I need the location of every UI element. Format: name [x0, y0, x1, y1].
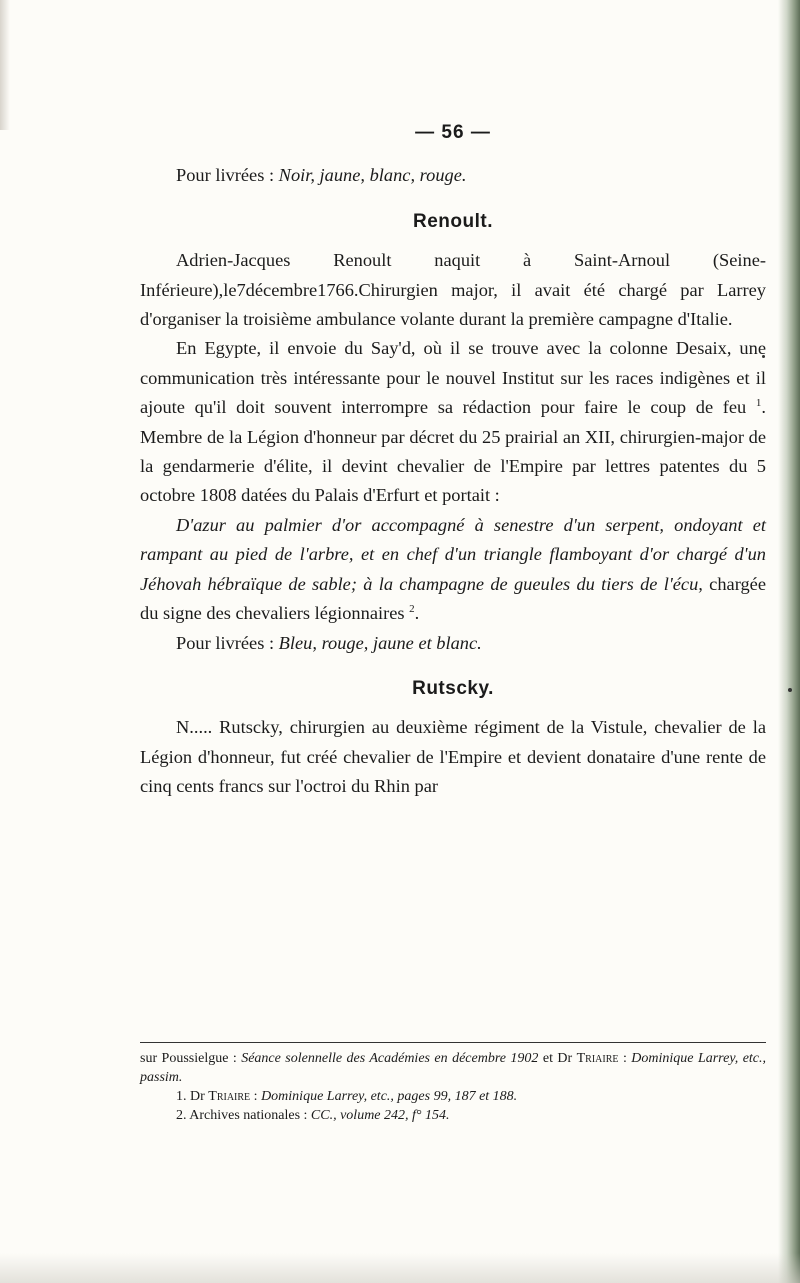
renoult-paragraph-2-text-cont: . Membre de la Légion d'honneur par décret du 25 prairial an XII, chirurgien-major de la gendarmerie d'élite, il devint chevalier de l'Empire par lettres patentes du 5 octobre 1808 datées du Palais d'Erfurt et portait : — [140, 397, 766, 506]
renoult-paragraph-2-text: En Egypte, il envoie du Say'd, où il se trouve avec la colonne Desaix, une communication très intéressante pour le nouvel Institut sur les races indigènes et il ajoute qu'il doit souvent interrompre sa rédaction pour faire le coup de feu — [140, 338, 766, 418]
page-edge-shadow-bottom — [0, 1253, 800, 1283]
blazon-end: . — [414, 603, 420, 624]
footnote-title: Séance solennelle des Académies en décembre 1902 — [241, 1051, 539, 1066]
livrees-colors: Noir, jaune, blanc, rouge. — [278, 165, 467, 186]
margin-mark — [788, 688, 792, 692]
blazon-text-roman: chargée du signe des chevaliers légionnaires — [140, 573, 767, 624]
footnote-marker: 2. — [176, 1108, 187, 1123]
footnote-ref-1: 1 — [755, 397, 762, 410]
footnote-text: et Dr — [538, 1051, 577, 1066]
footnote-text: Dr — [186, 1089, 209, 1104]
footnote-author: Triaire — [576, 1051, 619, 1066]
renoult-paragraph-2 — [140, 334, 766, 510]
footnote-text: : — [618, 1051, 632, 1066]
page-edge-shadow-left — [0, 0, 10, 130]
page-number: — 56 — — [415, 122, 491, 143]
renoult-blazon — [140, 511, 766, 629]
footnote-marker: 1. — [176, 1089, 187, 1104]
livrees-prefix: Pour livrées : — [176, 165, 279, 186]
page-edge-shadow-right — [778, 0, 800, 1283]
footnote-text: sur Poussielgue : — [140, 1051, 242, 1066]
footnote-continuation — [140, 1049, 766, 1087]
footnote-author: Triaire — [208, 1089, 251, 1104]
livrees-colors: Bleu, rouge, jaune et blanc. — [278, 632, 482, 653]
footnote-text: Archives nationales : — [186, 1108, 311, 1123]
footnote-2 — [140, 1106, 766, 1125]
footnote-text: : — [250, 1089, 262, 1104]
renoult-livrees — [140, 629, 766, 658]
livrees-line-top — [140, 161, 766, 190]
footnote-title: Dominique Larrey, etc., passim. — [140, 1051, 767, 1085]
footnote-title: Dominique Larrey, etc., pages 99, 187 et 188. — [261, 1089, 518, 1104]
livrees-prefix: Pour livrées : — [176, 632, 279, 653]
page-body — [140, 118, 766, 802]
blazon-text: D'azur au palmier d'or accompagné à senestre d'un serpent, ondoyant et rampant au pied de l'arbre, et en chef d'un triangle flamboyant d'or chargé d'un Jéhovah hébraïque de sable; à la champagne de gueules du tiers de l'écu, — [140, 514, 766, 594]
footnote-title: CC., volume 242, f° 154. — [310, 1108, 450, 1123]
section-title-renoult: Renoult. — [413, 210, 493, 232]
section-title-rutscky: Rutscky. — [412, 677, 494, 699]
rutscky-paragraph-1: N..... Rutscky, chirurgien au deuxième régiment de la Vistule, chevalier de la Légion d'honneur, fut créé chevalier de l'Empire et devient donataire d'une rente de cinq cents francs sur l'octroi du Rhin par — [140, 717, 766, 797]
footnote-1 — [140, 1087, 766, 1106]
footnotes — [140, 1042, 766, 1125]
renoult-paragraph-1: Adrien-Jacques Renoult naquit à Saint-Arnoul (Seine-Inférieure),le7décembre1766.Chirurgien major, il avait été chargé par Larrey d'organiser la troisième ambulance volante durant la première campagne d'Italie. — [140, 250, 766, 330]
footnote-ref-2: 2 — [409, 603, 415, 616]
